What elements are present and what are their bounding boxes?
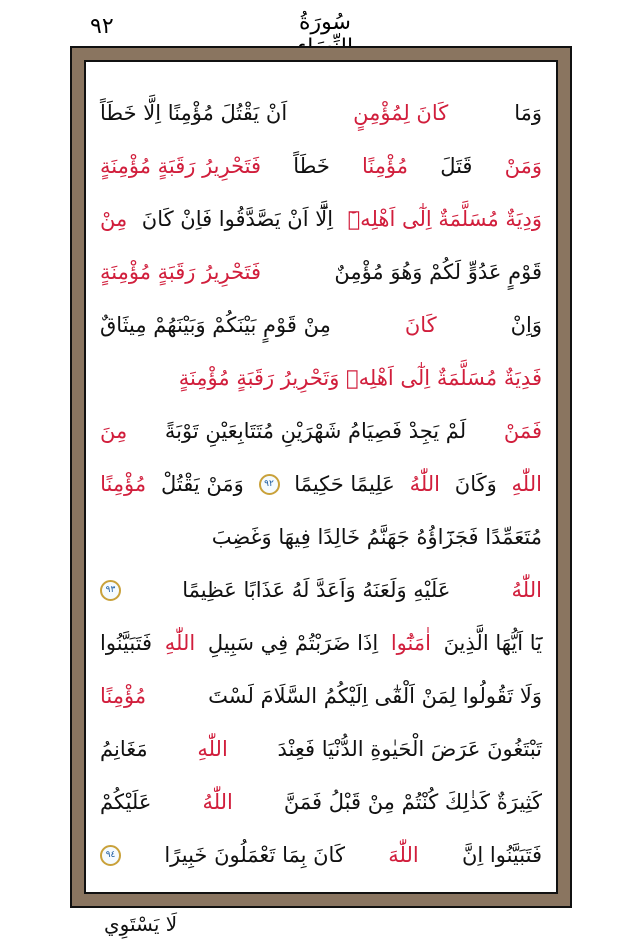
highlighted-word: مِنْ <box>100 207 128 231</box>
verse-text: عَلِيمًا حَكِيمًا <box>294 472 395 496</box>
verse-text: قَوْمٍ عَدُوٍّ لَكُمْ وَهُوَ مُؤْمِنٌ <box>334 260 542 284</box>
surah-title: سُورَةُ <box>299 10 351 35</box>
highlighted-word: فَتَحْرِيرُ رَقَبَةٍ مُؤْمِنَةٍ <box>100 154 262 178</box>
ayah-number-marker: ٩٣ <box>100 580 121 601</box>
verse-text: خَطَاً <box>293 154 330 178</box>
text-line <box>100 302 542 348</box>
highlighted-word: اللّٰهِ <box>511 472 542 496</box>
highlighted-word: فَتَحْرِيرُ رَقَبَةٍ مُؤْمِنَةٍ <box>100 260 262 284</box>
page-number: ٩٢ <box>90 14 114 39</box>
text-line <box>100 249 542 295</box>
verse-text: وَمَنْ يَقْتُلْ <box>160 472 244 496</box>
verse-text: كَانَ بِمَا تَعْمَلُونَ خَبِيرًا <box>164 843 345 867</box>
text-line <box>100 673 542 719</box>
verse-text: عَلَيْهِ وَلَعَنَهُ وَاَعَدَّ لَهُ عَذَابًا عَظِيمًا <box>182 578 451 602</box>
highlighted-word: كَانَ <box>404 313 437 337</box>
verse-text: مِنْ قَوْمٍ بَيْنَكُمْ وَبَيْنَهُمْ مِيثَاقٌ <box>100 313 331 337</box>
catchword: لَا يَسْتَوِي <box>104 912 178 936</box>
verse-text: اَنْ يَقْتُلَ مُؤْمِنًا اِلَّا خَطَاً <box>100 101 288 125</box>
verse-text: وَاِنْ <box>510 313 542 337</box>
highlighted-word: اللّٰهُ <box>511 578 542 602</box>
ayah-number-marker: ٩٢ <box>259 474 280 495</box>
highlighted-word: مُؤْمِنًا <box>100 472 147 496</box>
verse-text: فَتَبَيَّنُوا <box>100 631 153 655</box>
verse-text: يَٓا اَيُّهَا الَّذِينَ <box>443 631 542 655</box>
verse-text: قَتَلَ <box>440 154 473 178</box>
verse-text: وَكَانَ <box>454 472 497 496</box>
verse-text: اِذَا ضَرَبْتُمْ فِي سَبِيلِ <box>207 631 379 655</box>
text-line <box>100 196 542 242</box>
highlighted-word: اٰمَنُٓوا <box>390 631 431 655</box>
verse-text: فَتَبَيَّنُوا اِنَّ <box>461 843 542 867</box>
highlighted-word: اللّٰهُ <box>202 790 233 814</box>
text-panel <box>84 60 558 894</box>
highlighted-word: فَدِيَةٌ مُسَلَّمَةٌ اِلٰٓى اَهْلِهٖ وَتَحْرِيرُ رَقَبَةٍ مُؤْمِنَةٍ <box>178 366 542 390</box>
highlighted-word: وَدِيَةٌ مُسَلَّمَةٌ اِلٰٓى اَهْلِهٖٓ <box>347 207 542 231</box>
verse-text: مُتَعَمِّدًا فَجَزَٓاؤُهُ جَهَنَّمُ خَالِدًا فِيهَا وَغَضِبَ <box>211 525 542 549</box>
verse-text: تَبْتَغُونَ عَرَضَ الْحَيٰوةِ الدُّنْيَا فَعِنْدَ <box>277 737 542 761</box>
text-line <box>100 832 542 878</box>
verse-text: اِلَّٓا اَنْ يَصَّدَّقُوا فَاِنْ كَانَ <box>141 207 334 231</box>
text-line <box>100 355 542 401</box>
highlighted-word: اللّٰهِ <box>164 631 196 655</box>
highlighted-word: فَمَنْ <box>503 419 542 443</box>
highlighted-word: وَمَنْ <box>504 154 542 178</box>
highlighted-word: مُؤْمِنًا <box>100 684 147 708</box>
highlighted-word: كَانَ لِمُؤْمِنٍ <box>353 101 449 125</box>
text-line <box>100 514 542 560</box>
text-line <box>100 461 542 507</box>
text-line <box>100 90 542 136</box>
text-line <box>100 143 542 189</box>
text-line <box>100 567 542 613</box>
verse-text: وَمَا <box>514 101 542 125</box>
highlighted-word: اللّٰهِ <box>197 737 228 761</box>
ayah-number-marker: ٩٤ <box>100 845 121 866</box>
verse-text: عَلَيْكُمْ <box>100 790 152 814</box>
verse-text: لَمْ يَجِدْ فَصِيَامُ شَهْرَيْنِ مُتَتَابِعَيْنِ تَوْبَةً <box>164 419 467 443</box>
text-line <box>100 620 542 666</box>
highlighted-word: مُؤْمِنًا <box>361 154 409 178</box>
highlighted-word: اللّٰهُ <box>409 472 441 496</box>
highlighted-word: مِنَ <box>100 419 128 443</box>
text-line <box>100 726 542 772</box>
page-frame <box>70 46 572 908</box>
verse-text: كَثِيرَةٌ كَذٰلِكَ كُنْتُمْ مِنْ قَبْلُ فَمَنَّ <box>283 790 542 814</box>
verse-text: مَغَانِمُ <box>100 737 148 761</box>
text-line <box>100 779 542 825</box>
verse-text: وَلَا تَقُولُوا لِمَنْ اَلْقٰٓى اِلَيْكُمُ السَّلَامَ لَسْتَ <box>208 684 542 708</box>
highlighted-word: اللّٰهَ <box>388 843 419 867</box>
text-line <box>100 408 542 454</box>
